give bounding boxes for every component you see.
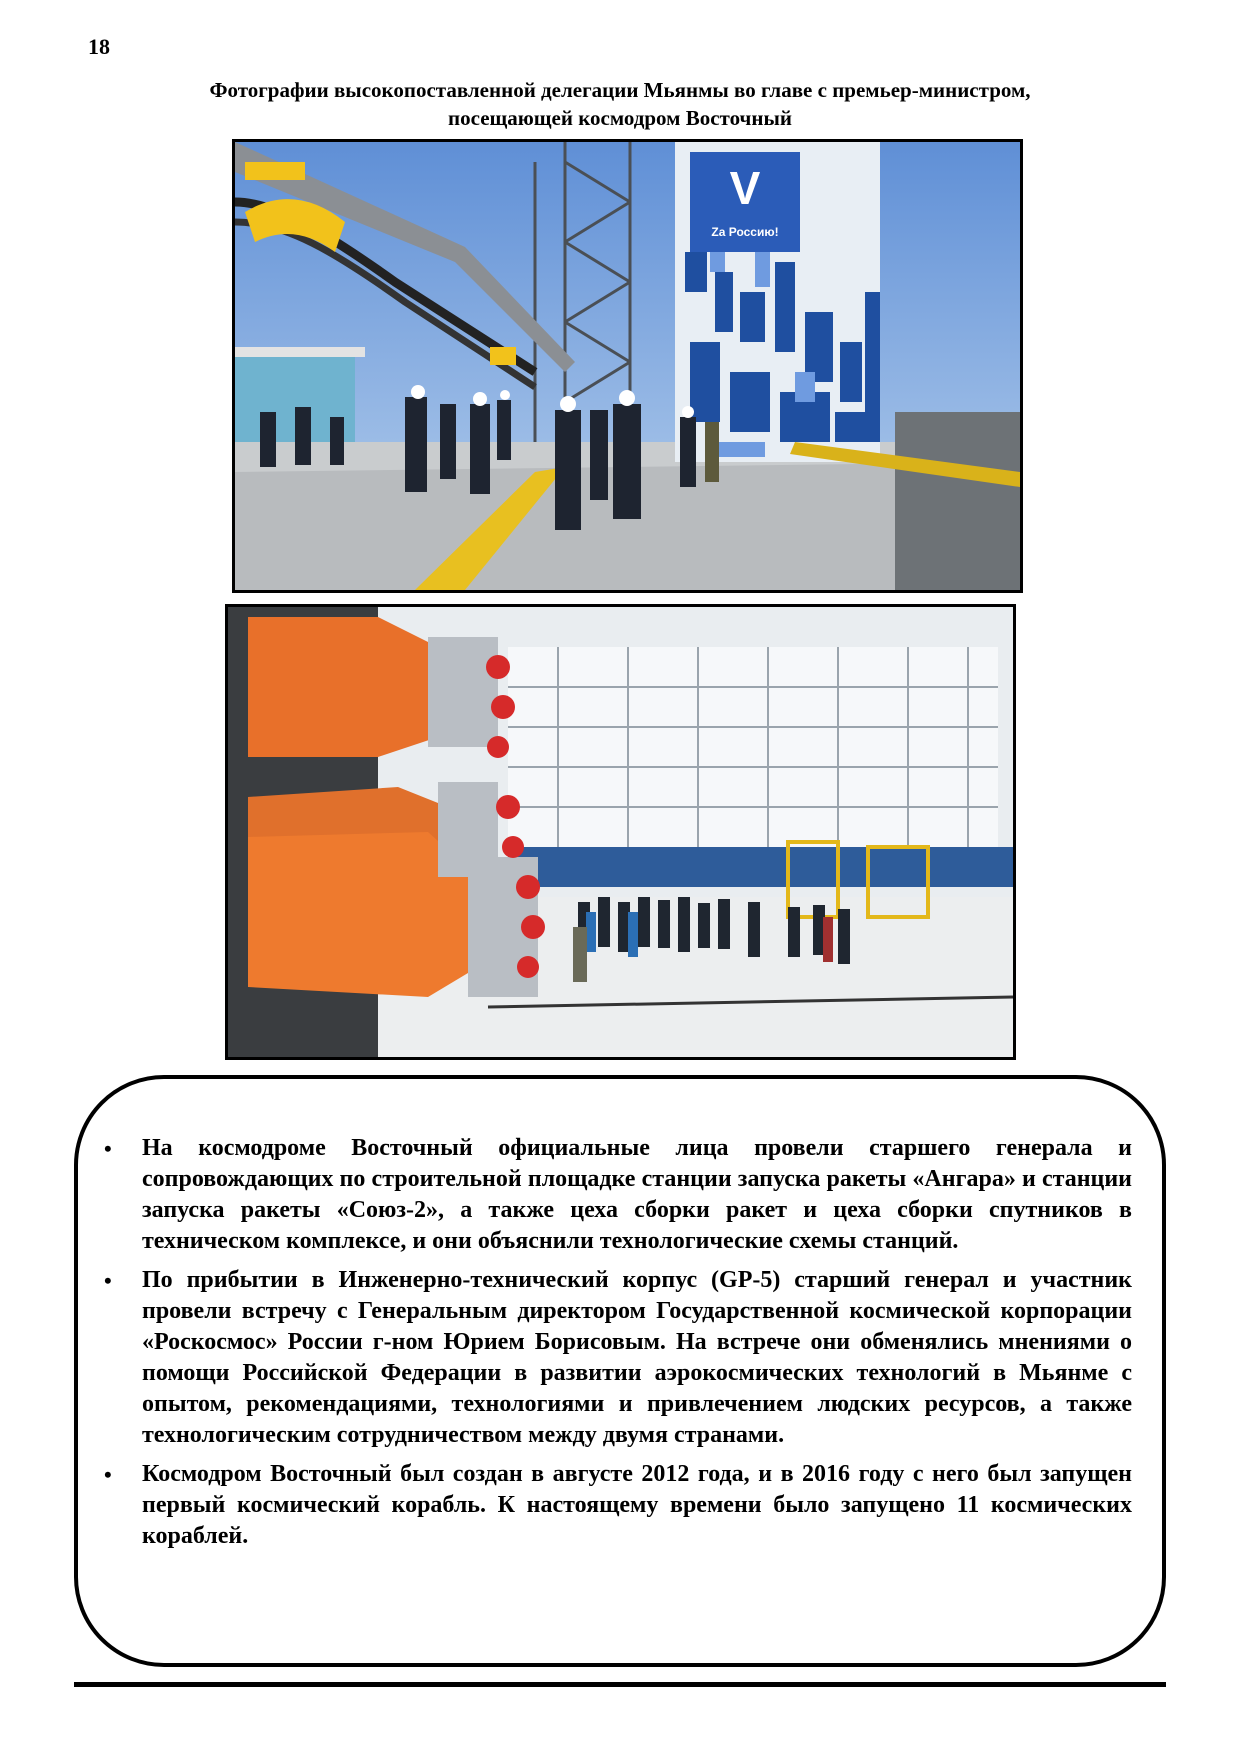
banner-text: Zа Россию! [711, 225, 779, 239]
photo-launch-pad-delegation [232, 139, 1023, 593]
info-bullet-list [100, 1133, 1132, 1560]
page-title [90, 76, 1150, 132]
page-number: 18 [88, 34, 110, 59]
info-bullet-item [100, 1133, 1132, 1257]
title-line-2: посещающей космодром Восточный [448, 106, 792, 130]
info-bullet-item [100, 1265, 1132, 1451]
bullet-icon: • [104, 1268, 112, 1293]
bullet-icon: • [104, 1462, 112, 1487]
banner-letter: V [729, 162, 761, 214]
bottom-rule [74, 1682, 1166, 1687]
launch-pad-illustration [235, 142, 1020, 590]
info-bullet-text: Космодром Восточный был создан в августе 2012 года, и в 2016 году с него был запущен первый космический корабль. К настоящему времени было запущено 11 космических кораблей. [142, 1461, 1132, 1549]
bullet-icon: • [104, 1136, 112, 1161]
info-bullet-text: По прибытии в Инженерно-технический корпус (GP-5) старший генерал и участник провели встречу с Генеральным директором Государственной космической корпорации «Роскосмос» России г-ном Юрием Борисовым. На встрече они обменялись мнениями о помощи Российской Федерации в развитии аэрокосмических технологий в Мьянме с опытом, рекомендациями, технологиями и привлечением людских ресурсов, а также технологическим сотрудничеством между двумя странами. [142, 1267, 1132, 1448]
photo-assembly-hall [225, 604, 1016, 1060]
assembly-hall-illustration [228, 607, 1013, 1057]
info-bullet-text: На космодроме Восточный официальные лица провели старшего генерала и сопровождающих по строительной площадке станции запуска ракеты «Ангара» и станции запуска ракеты «Союз-2», а также цеха сборки ракет и цеха сборки спутников в техническом комплексе, и они объяснили технологические схемы станций. [142, 1135, 1132, 1254]
title-line-1: Фотографии высокопоставленной делегации Мьянмы во главе с премьер-министром, [209, 78, 1031, 102]
info-bullet-item [100, 1459, 1132, 1552]
